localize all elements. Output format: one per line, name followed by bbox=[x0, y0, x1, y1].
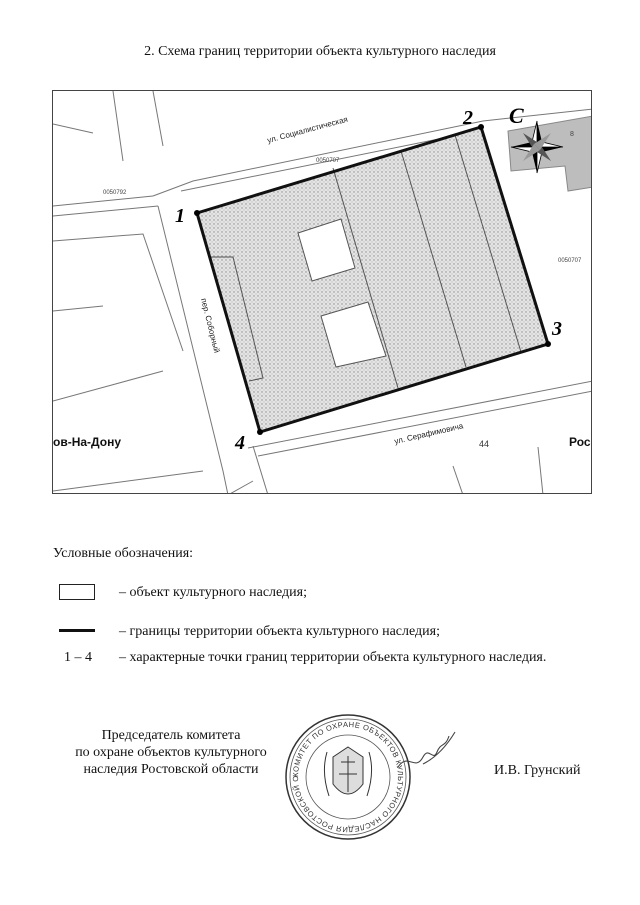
city-label-left: ов-На-Дону bbox=[53, 435, 121, 449]
point-label-2: 2 bbox=[463, 107, 473, 129]
position-line-3: наследия Ростовской области bbox=[83, 762, 259, 777]
street-west-label: пер. Соборный bbox=[199, 297, 222, 354]
boundary-point-3 bbox=[545, 341, 551, 347]
handwritten-signature bbox=[393, 722, 463, 782]
legend-range-key: 1 – 4 bbox=[64, 650, 92, 665]
legend-item-boundary: – границы территории объекта культурного наследия; bbox=[119, 624, 440, 639]
cadastral-left: 0050792 bbox=[103, 190, 127, 196]
boundary-point-2 bbox=[478, 124, 484, 130]
legend-title: Условные обозначения: bbox=[53, 546, 194, 561]
street-south-label: ул. Серафимовича bbox=[393, 421, 465, 446]
point-label-3: 3 bbox=[552, 318, 562, 340]
legend-heritage-object-symbol bbox=[59, 584, 95, 600]
position-line-2: по охране объектов культурного bbox=[75, 745, 267, 760]
point-label-1: 1 bbox=[175, 205, 185, 227]
legend-item-heritage-object: – объект культурного наследия; bbox=[119, 585, 307, 600]
signatory-name: И.В. Грунский bbox=[494, 763, 581, 778]
boundary-point-4 bbox=[257, 429, 263, 435]
cadastral-right: 0050707 bbox=[558, 258, 582, 264]
legend-item-points: – характерные точки границ территории объекта культурного наследия. bbox=[119, 650, 547, 665]
street-north-label: ул. Социалистическая bbox=[266, 114, 349, 145]
point-label-4: 4 bbox=[235, 432, 245, 454]
city-label-right: Рос bbox=[569, 435, 591, 449]
boundary-point-1 bbox=[194, 210, 200, 216]
compass-north-label: С bbox=[509, 103, 524, 128]
signatory-position bbox=[40, 727, 302, 778]
cadastral-top: 0050707 bbox=[316, 158, 340, 164]
page-title: 2. Схема границ территории объекта культурного наследия bbox=[144, 44, 496, 59]
south-number: 44 bbox=[479, 439, 490, 449]
coat-of-arms-icon bbox=[324, 747, 371, 796]
seal-ring-text: КОМИТЕТ ПО ОХРАНЕ ОБЪЕКТОВ КУЛЬТУРНОГО НАСЛЕДИЯ РОСТОВСКОЙ О bbox=[290, 719, 406, 835]
site-map bbox=[52, 90, 592, 494]
building-number-label: 8 bbox=[570, 131, 574, 138]
position-line-1: Председатель комитета bbox=[101, 728, 241, 743]
legend-boundary-line-symbol bbox=[59, 629, 95, 632]
